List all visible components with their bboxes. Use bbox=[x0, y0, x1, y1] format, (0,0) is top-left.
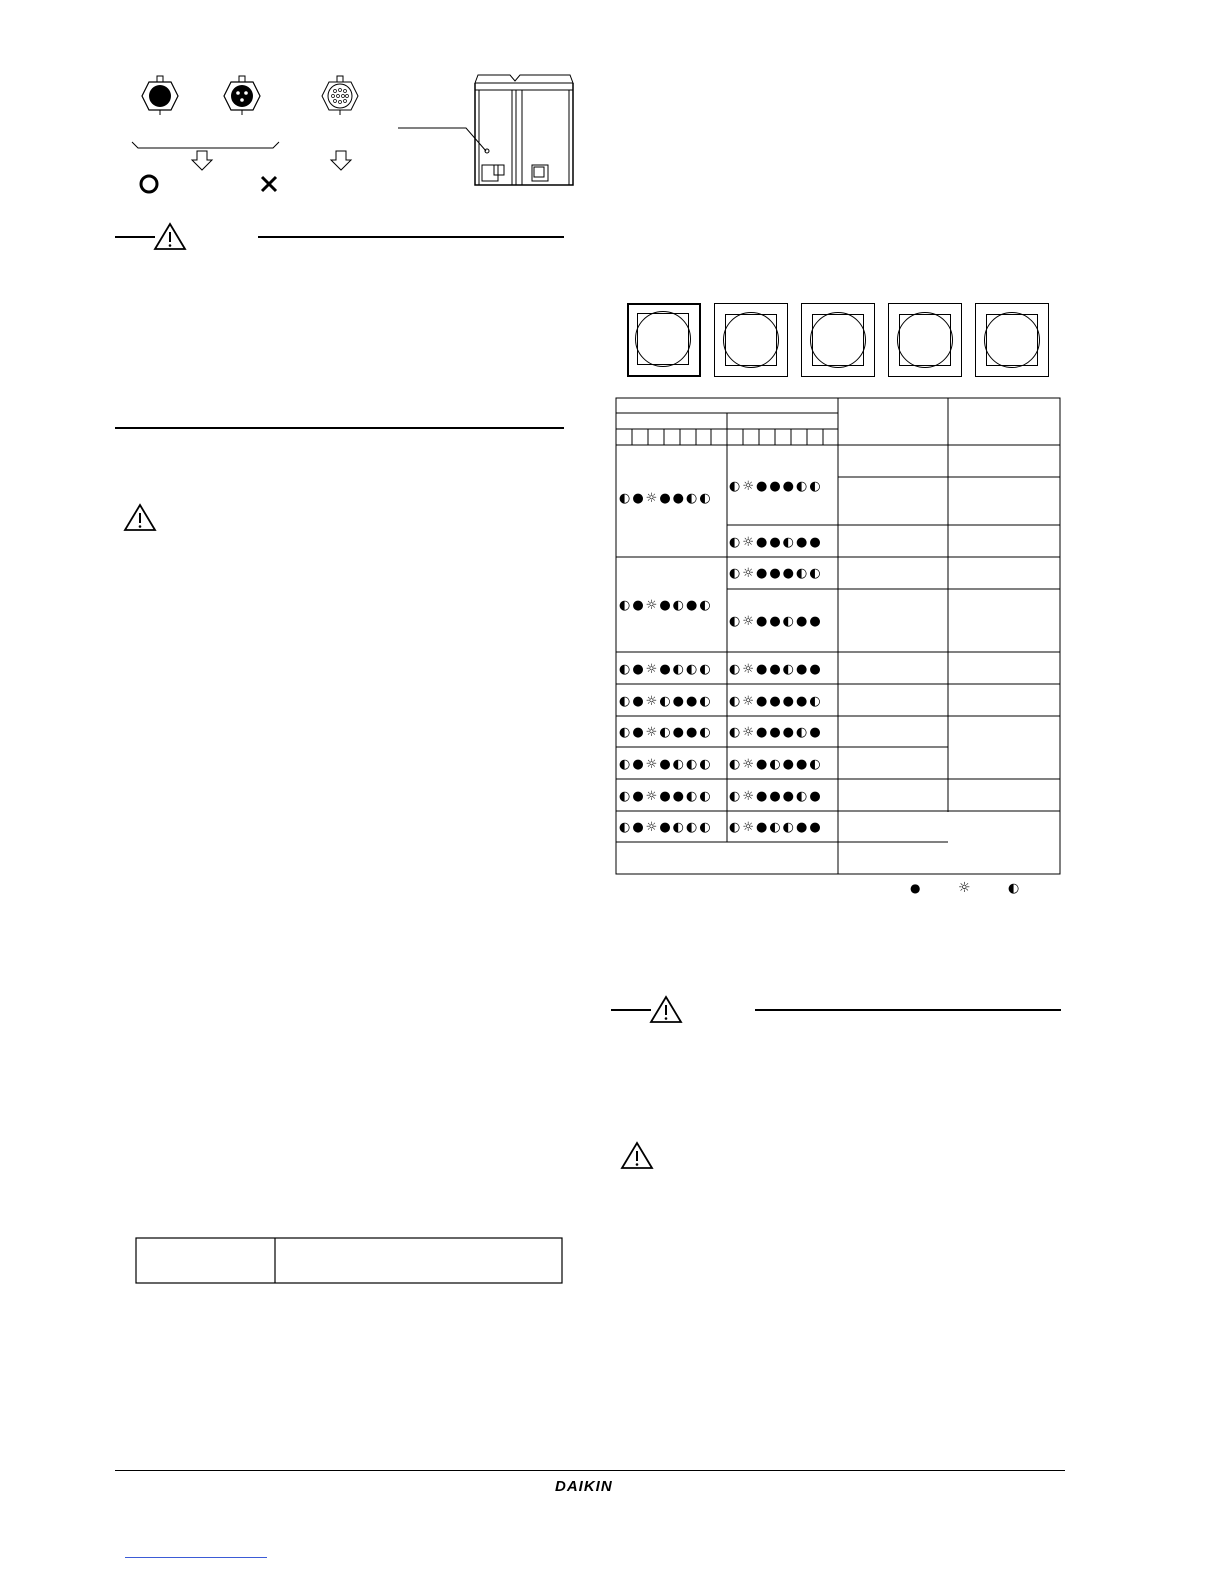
connector-round-solid-icon bbox=[140, 76, 180, 116]
led-panel-4 bbox=[888, 303, 962, 377]
led-panel-1 bbox=[627, 303, 701, 377]
led-row-8-right: ◐☼●◐●●◐ bbox=[729, 757, 823, 772]
daikin-logo: DAIKIN bbox=[555, 1478, 613, 1495]
led-row-9-right: ◐☼●●●◐● bbox=[729, 789, 823, 804]
led-row-3-left: ◐●☼●◐●◐ bbox=[619, 598, 713, 613]
led-row-6-right: ◐☼●●●●◐ bbox=[729, 694, 823, 709]
warning-triangle-icon bbox=[153, 222, 187, 252]
led-row-5-right: ◐☼●●◐●● bbox=[729, 662, 823, 677]
spec-table bbox=[135, 1237, 565, 1285]
led-row-3-right: ◐☼●●●◐◐ bbox=[729, 566, 823, 581]
led-row-7-left: ◐●☼◐●●◐ bbox=[619, 725, 713, 740]
warning-triangle-icon bbox=[649, 995, 683, 1025]
led-row-5-left: ◐●☼●◐◐◐ bbox=[619, 662, 713, 677]
legend-blink: ◐ bbox=[1008, 881, 1020, 896]
led-row-10-left: ◐●☼●◐◐◐ bbox=[619, 820, 713, 835]
led-row-4-right: ◐☼●●◐●● bbox=[729, 614, 823, 629]
warning-rule-right-2 bbox=[755, 1009, 1061, 1011]
led-row-8-left: ◐●☼●◐◐◐ bbox=[619, 757, 713, 772]
led-row-1-left: ◐●☼●●◐◐ bbox=[619, 491, 713, 506]
connector-3-pin-icon bbox=[222, 76, 262, 116]
led-panel-3 bbox=[801, 303, 875, 377]
led-row-9-left: ◐●☼●●◐◐ bbox=[619, 789, 713, 804]
led-row-7-right: ◐☼●●●◐● bbox=[729, 725, 823, 740]
caution-triangle-icon bbox=[620, 1141, 654, 1171]
led-status-table bbox=[615, 397, 1061, 877]
led-row-2-right: ◐☼●●◐●● bbox=[729, 535, 823, 550]
led-panel-2 bbox=[714, 303, 788, 377]
legend-on: ☼ bbox=[958, 880, 971, 896]
led-row-10-right: ◐☼●◐◐●● bbox=[729, 820, 823, 835]
footer-rule bbox=[115, 1470, 1065, 1471]
down-arrow-icon bbox=[191, 150, 213, 172]
led-panel-5 bbox=[975, 303, 1049, 377]
led-row-1-right: ◐☼●●●◐◐ bbox=[729, 479, 823, 494]
not-ok-mark-icon bbox=[259, 174, 279, 194]
led-row-6-left: ◐●☼◐●●◐ bbox=[619, 694, 713, 709]
warning-rule-right bbox=[258, 236, 564, 238]
ok-mark-icon bbox=[138, 173, 160, 195]
warning-rule-left bbox=[115, 236, 155, 238]
section-rule bbox=[115, 427, 564, 429]
legend-off: ● bbox=[910, 881, 921, 895]
caution-triangle-icon bbox=[123, 503, 157, 533]
connector-multi-pin-icon bbox=[320, 76, 360, 116]
down-arrow-icon bbox=[330, 150, 352, 172]
callout-line bbox=[398, 127, 498, 157]
warning-rule-left-2 bbox=[611, 1009, 651, 1011]
footer-link-underline[interactable] bbox=[125, 1557, 267, 1558]
